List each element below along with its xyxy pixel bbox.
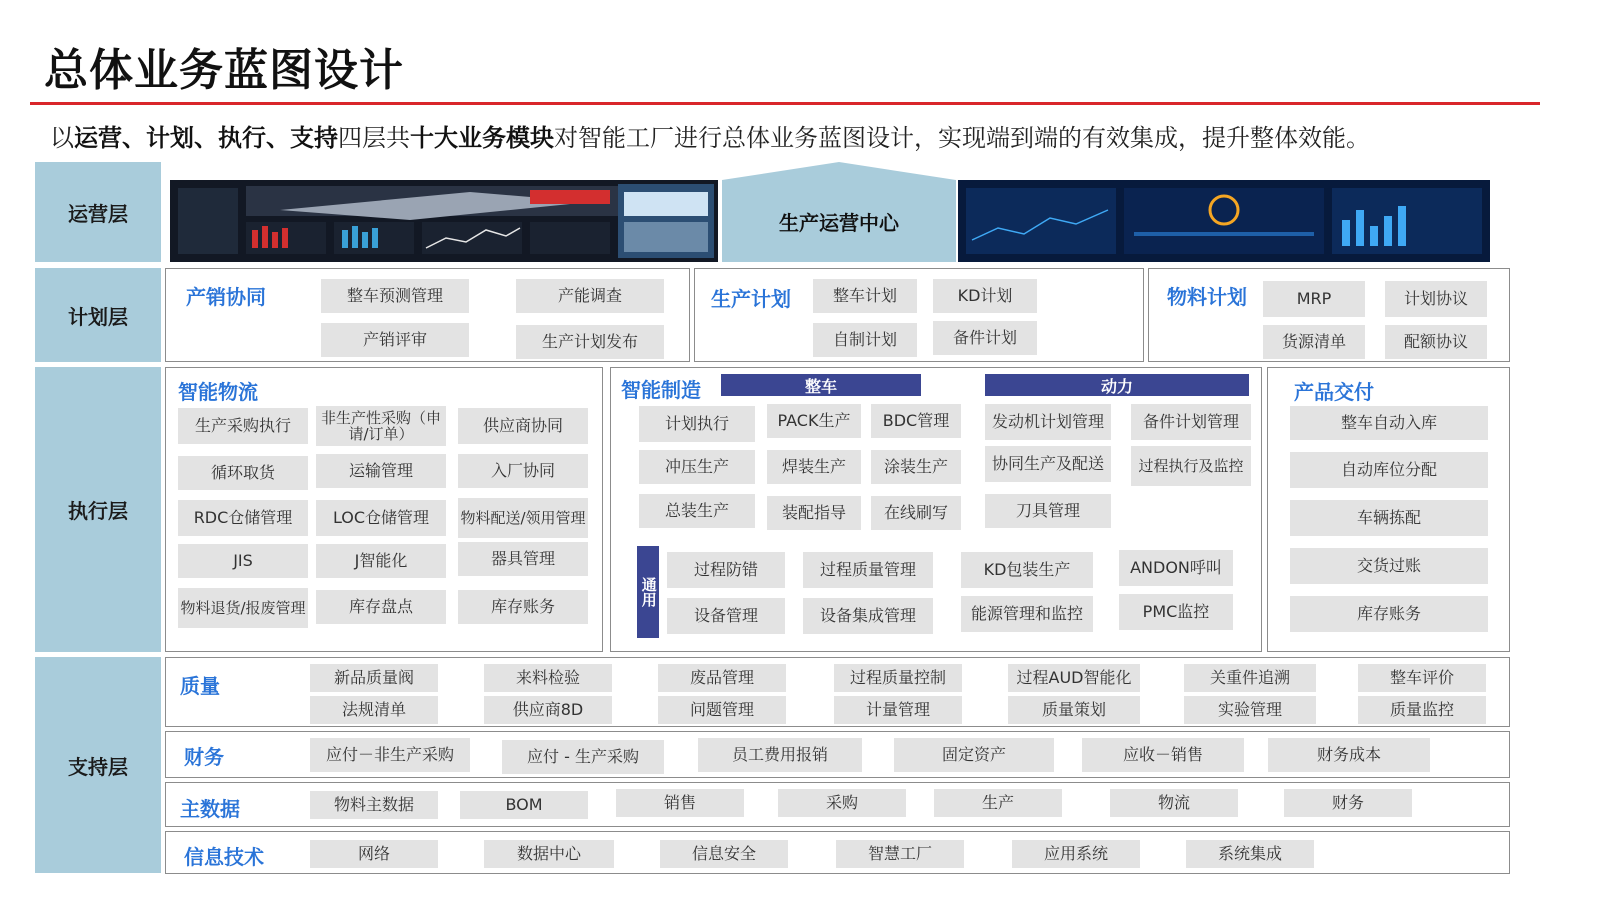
item-box: 发动机计划管理 (985, 404, 1111, 440)
ops-center-label: 生产运营中心 (779, 210, 899, 235)
item-box: 来料检验 (484, 664, 612, 692)
module-title: 产品交付 (1294, 380, 1374, 404)
item-box: 协同生产及配送 (985, 446, 1111, 482)
item-box: 备件计划管理 (1131, 404, 1251, 440)
item-box: 问题管理 (658, 696, 786, 724)
page-title: 总体业务蓝图设计 (44, 45, 404, 96)
item-box: JIS (178, 544, 308, 578)
layer-plan: 计划层 (35, 268, 161, 362)
item-box: 废品管理 (658, 664, 786, 692)
item-box: 自动库位分配 (1290, 452, 1488, 488)
item-box: BDC管理 (871, 404, 961, 438)
item-box: 过程AUD智能化 (1008, 664, 1140, 692)
power-header: 动力 (985, 374, 1249, 396)
item-box: 系统集成 (1186, 840, 1314, 868)
module-title: 智能物流 (178, 380, 258, 404)
item-box: 网络 (310, 840, 438, 868)
module-title: 财务 (184, 745, 224, 769)
item-box: 应付－非生产采购 (310, 738, 470, 772)
item-box: 交货过账 (1290, 548, 1488, 584)
item-box: 库存账务 (458, 590, 588, 624)
module-title: 产销协同 (186, 285, 266, 309)
item-box: 循环取货 (178, 456, 308, 490)
item-box: 涂装生产 (871, 450, 961, 484)
item-box: 财务 (1284, 789, 1412, 817)
module-production-plan (694, 268, 1144, 362)
item-box: 整车自动入库 (1290, 406, 1488, 440)
module-product-delivery (1267, 367, 1510, 652)
title-divider (30, 102, 1540, 105)
item-box: 自制计划 (813, 323, 917, 357)
item-box: 供应商协同 (458, 408, 588, 444)
item-box: 供应商8D (484, 696, 612, 724)
item-box: 入厂协同 (458, 454, 588, 488)
item-box: 物料配送/领用管理 (458, 498, 588, 538)
item-box: 法规清单 (310, 696, 438, 724)
item-box: 过程质量控制 (834, 664, 962, 692)
item-box: J智能化 (316, 544, 446, 578)
item-box: 财务成本 (1268, 738, 1430, 772)
item-box: 整车计划 (813, 279, 917, 313)
module-quality (165, 657, 1510, 727)
module-sales-production-sync (165, 268, 690, 362)
item-box: 物料主数据 (310, 791, 438, 819)
item-box: 计划协议 (1385, 281, 1487, 317)
item-box: 装配指导 (767, 496, 861, 530)
module-smart-manufacturing (610, 367, 1262, 652)
module-title: 主数据 (180, 797, 240, 821)
module-finance (165, 731, 1510, 778)
page-subtitle: 以运营、计划、执行、支持四层共十大业务模块对智能工厂进行总体业务蓝图设计，实现端到端的有效集成，提升整体效能。 (50, 124, 1370, 152)
item-box: 关重件追溯 (1184, 664, 1316, 692)
item-box: KD包装生产 (961, 552, 1093, 588)
item-box: 运输管理 (316, 454, 446, 488)
item-box: LOC仓储管理 (316, 500, 446, 536)
item-box: 数据中心 (484, 840, 614, 868)
item-box: 销售 (616, 789, 744, 817)
item-box: 非生产性采购（申请/订单） (316, 406, 446, 446)
item-box: RDC仓储管理 (178, 500, 308, 536)
item-box: 库存账务 (1290, 596, 1488, 632)
module-it (165, 831, 1510, 874)
item-box: 冲压生产 (639, 450, 755, 484)
module-smart-logistics (165, 367, 603, 652)
item-box: 过程质量管理 (803, 552, 933, 588)
item-box: 物流 (1110, 789, 1238, 817)
item-box: 产能调查 (516, 279, 664, 313)
item-box: 备件计划 (933, 321, 1037, 355)
module-title: 智能制造 (621, 378, 701, 402)
item-box: 生产 (934, 789, 1062, 817)
item-box: 应付 - 生产采购 (502, 740, 664, 774)
layer-ops: 运营层 (35, 162, 161, 262)
general-label: 通用 (637, 546, 659, 638)
item-box: 生产采购执行 (178, 408, 308, 444)
item-box: 设备管理 (667, 598, 785, 634)
item-box: 过程执行及监控 (1131, 446, 1251, 486)
module-material-plan (1148, 268, 1510, 362)
item-box: 整车评价 (1358, 664, 1486, 692)
item-box: 总装生产 (639, 494, 755, 528)
item-box: 智慧工厂 (836, 840, 964, 868)
item-box: 信息安全 (660, 840, 788, 868)
item-box: 刀具管理 (985, 494, 1111, 528)
item-box: 质量策划 (1008, 696, 1140, 724)
item-box: 计量管理 (834, 696, 962, 724)
layer-exec: 执行层 (35, 367, 161, 652)
item-box: 应收－销售 (1082, 738, 1244, 772)
item-box: 计划执行 (639, 406, 755, 442)
module-master-data (165, 782, 1510, 827)
item-box: BOM (460, 791, 588, 819)
item-box: PMC监控 (1119, 594, 1233, 630)
item-box: 整车预测管理 (321, 279, 469, 313)
item-box: 配额协议 (1385, 325, 1487, 359)
item-box: 设备集成管理 (803, 598, 933, 634)
item-box: 固定资产 (894, 738, 1054, 772)
item-box: PACK生产 (767, 404, 861, 438)
item-box: 实验管理 (1184, 696, 1316, 724)
item-box: 焊装生产 (767, 450, 861, 484)
item-box: KD计划 (933, 279, 1037, 313)
item-box: 质量监控 (1358, 696, 1486, 724)
vehicle-header: 整车 (721, 374, 921, 396)
item-box: 产销评审 (321, 323, 469, 357)
layer-support: 支持层 (35, 657, 161, 873)
item-box: MRP (1263, 281, 1365, 317)
item-box: ANDON呼叫 (1119, 550, 1233, 586)
item-box: 新品质量阀 (310, 664, 438, 692)
item-box: 在线刷写 (871, 496, 961, 530)
item-box: 应用系统 (1012, 840, 1140, 868)
module-title: 物料计划 (1167, 285, 1247, 309)
module-title: 生产计划 (711, 287, 791, 311)
module-title: 信息技术 (184, 845, 264, 869)
item-box: 员工费用报销 (698, 738, 862, 772)
module-title: 质量 (180, 674, 220, 698)
item-box: 采购 (778, 789, 906, 817)
item-box: 物料退货/报废管理 (178, 588, 308, 628)
item-box: 能源管理和监控 (961, 596, 1093, 632)
item-box: 过程防错 (667, 552, 785, 588)
dashboard-screenshot-right (958, 180, 1490, 262)
dashboard-screenshot-left (170, 180, 718, 262)
item-box: 货源清单 (1263, 325, 1365, 359)
item-box: 器具管理 (458, 542, 588, 576)
item-box: 生产计划发布 (516, 325, 664, 359)
item-box: 车辆拣配 (1290, 500, 1488, 536)
item-box: 库存盘点 (316, 590, 446, 624)
